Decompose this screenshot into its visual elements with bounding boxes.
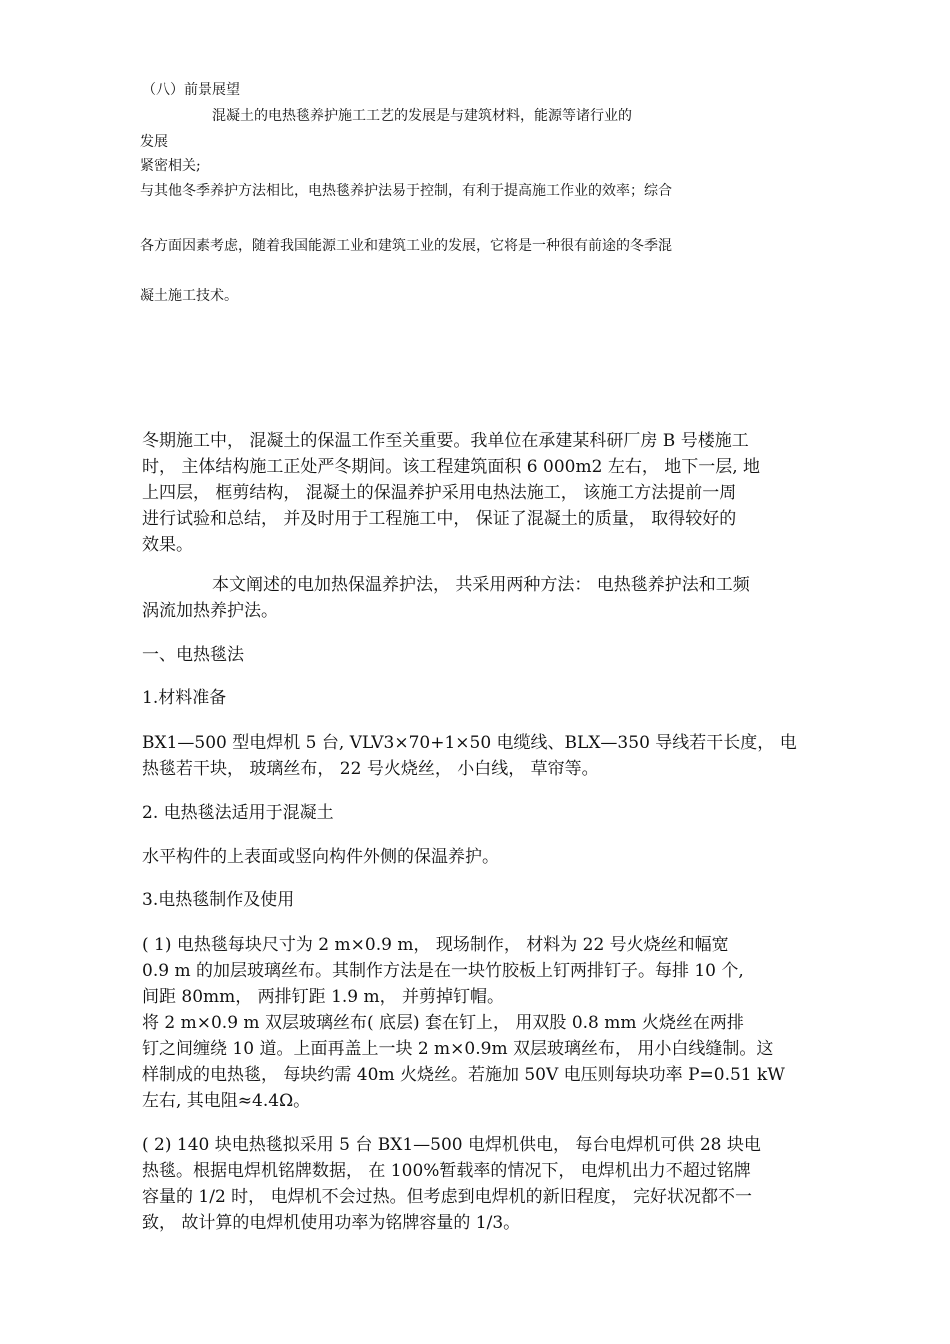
item3-sub1-line: 间距 80mm， 两排钉距 1.9 m， 并剪掉钉帽。 [142, 987, 505, 1007]
methods-line: 涡流加热养护法。 [142, 601, 278, 621]
section8-line: 凝土施工技术。 [140, 288, 238, 304]
item1-line: 热毯若干块， 玻璃丝布， 22 号火烧丝， 小白线， 草帘等。 [142, 759, 599, 779]
intro-line: 进行试验和总结， 并及时用于工程施工中， 保证了混凝土的质量， 取得较好的 [142, 509, 737, 529]
item3-sub1-line: 样制成的电热毯， 每块约需 40m 火烧丝。若施加 50V 电压则每块功率 P=0.51 kW [142, 1065, 785, 1085]
intro-line: 时， 主体结构施工正处严冬期间。该工程建筑面积 6 000m2 左右， 地下一层, 地 [142, 457, 761, 477]
methods-line: 本文阐述的电加热保温养护法， 共采用两种方法： 电热毯养护法和工频 [212, 575, 750, 595]
section8-heading: （八）前景展望 [142, 82, 240, 98]
item3-sub1-line: 钉之间缠绕 10 道。上面再盖上一块 2 m×0.9m 双层玻璃丝布， 用小白线缝制。这 [142, 1039, 774, 1059]
item2-heading: 2. 电热毯法适用于混凝土 [142, 803, 334, 823]
item3-sub2-line: 容量的 1/2 时， 电焊机不会过热。但考虑到电焊机的新旧程度， 完好状况都不一 [142, 1187, 752, 1207]
part1-heading: 一、电热毯法 [142, 645, 244, 665]
item3-sub2-line: ( 2) 140 块电热毯拟采用 5 台 BX1—500 电焊机供电， 每台电焊机可供 28 块电 [142, 1135, 761, 1155]
item1-line: BX1—500 型电焊机 5 台, VLV3×70+1×50 电缆线、BLX—350 导线若干长度， 电 [142, 733, 797, 753]
item3-sub2-line: 致， 故计算的电焊机使用功率为铭牌容量的 1/3。 [142, 1213, 521, 1233]
intro-line: 冬期施工中， 混凝土的保温工作至关重要。我单位在承建某科研厂房 B 号楼施工 [142, 431, 749, 451]
section8-line: 混凝土的电热毯养护施工工艺的发展是与建筑材料，能源等诸行业的 [212, 108, 632, 124]
item3-sub2-line: 热毯。根据电焊机铭牌数据， 在 100%暂载率的情况下， 电焊机出力不超过铭牌 [142, 1161, 751, 1181]
section8-line: 各方面因素考虑，随着我国能源工业和建筑工业的发展，它将是一种很有前途的冬季混 [140, 238, 672, 254]
item2-line: 水平构件的上表面或竖向构件外侧的保温养护。 [142, 847, 499, 867]
section8-line: 与其他冬季养护方法相比，电热毯养护法易于控制，有利于提高施工作业的效率；综合 [140, 183, 672, 199]
item3-sub1-line: 0.9 m 的加层玻璃丝布。其制作方法是在一块竹胶板上钉两排钉子。每排 10 个, [142, 961, 744, 981]
section8-line: 紧密相关; [140, 158, 201, 174]
intro-line: 上四层， 框剪结构， 混凝土的保温养护采用电热法施工， 该施工方法提前一周 [142, 483, 737, 503]
intro-line: 效果。 [142, 535, 193, 555]
item3-sub1-line: ( 1) 电热毯每块尺寸为 2 m×0.9 m， 现场制作， 材料为 22 号火烧丝和幅宽 [142, 935, 729, 955]
item3-heading: 3.电热毯制作及使用 [142, 890, 295, 910]
item3-sub1-line: 将 2 m×0.9 m 双层玻璃丝布( 底层) 套在钉上， 用双股 0.8 mm 火烧丝在两排 [142, 1013, 744, 1033]
item3-sub1-line: 左右, 其电阻≈4.4Ω。 [142, 1091, 311, 1111]
section8-line: 发展 [140, 134, 168, 150]
item1-heading: 1.材料准备 [142, 688, 227, 708]
